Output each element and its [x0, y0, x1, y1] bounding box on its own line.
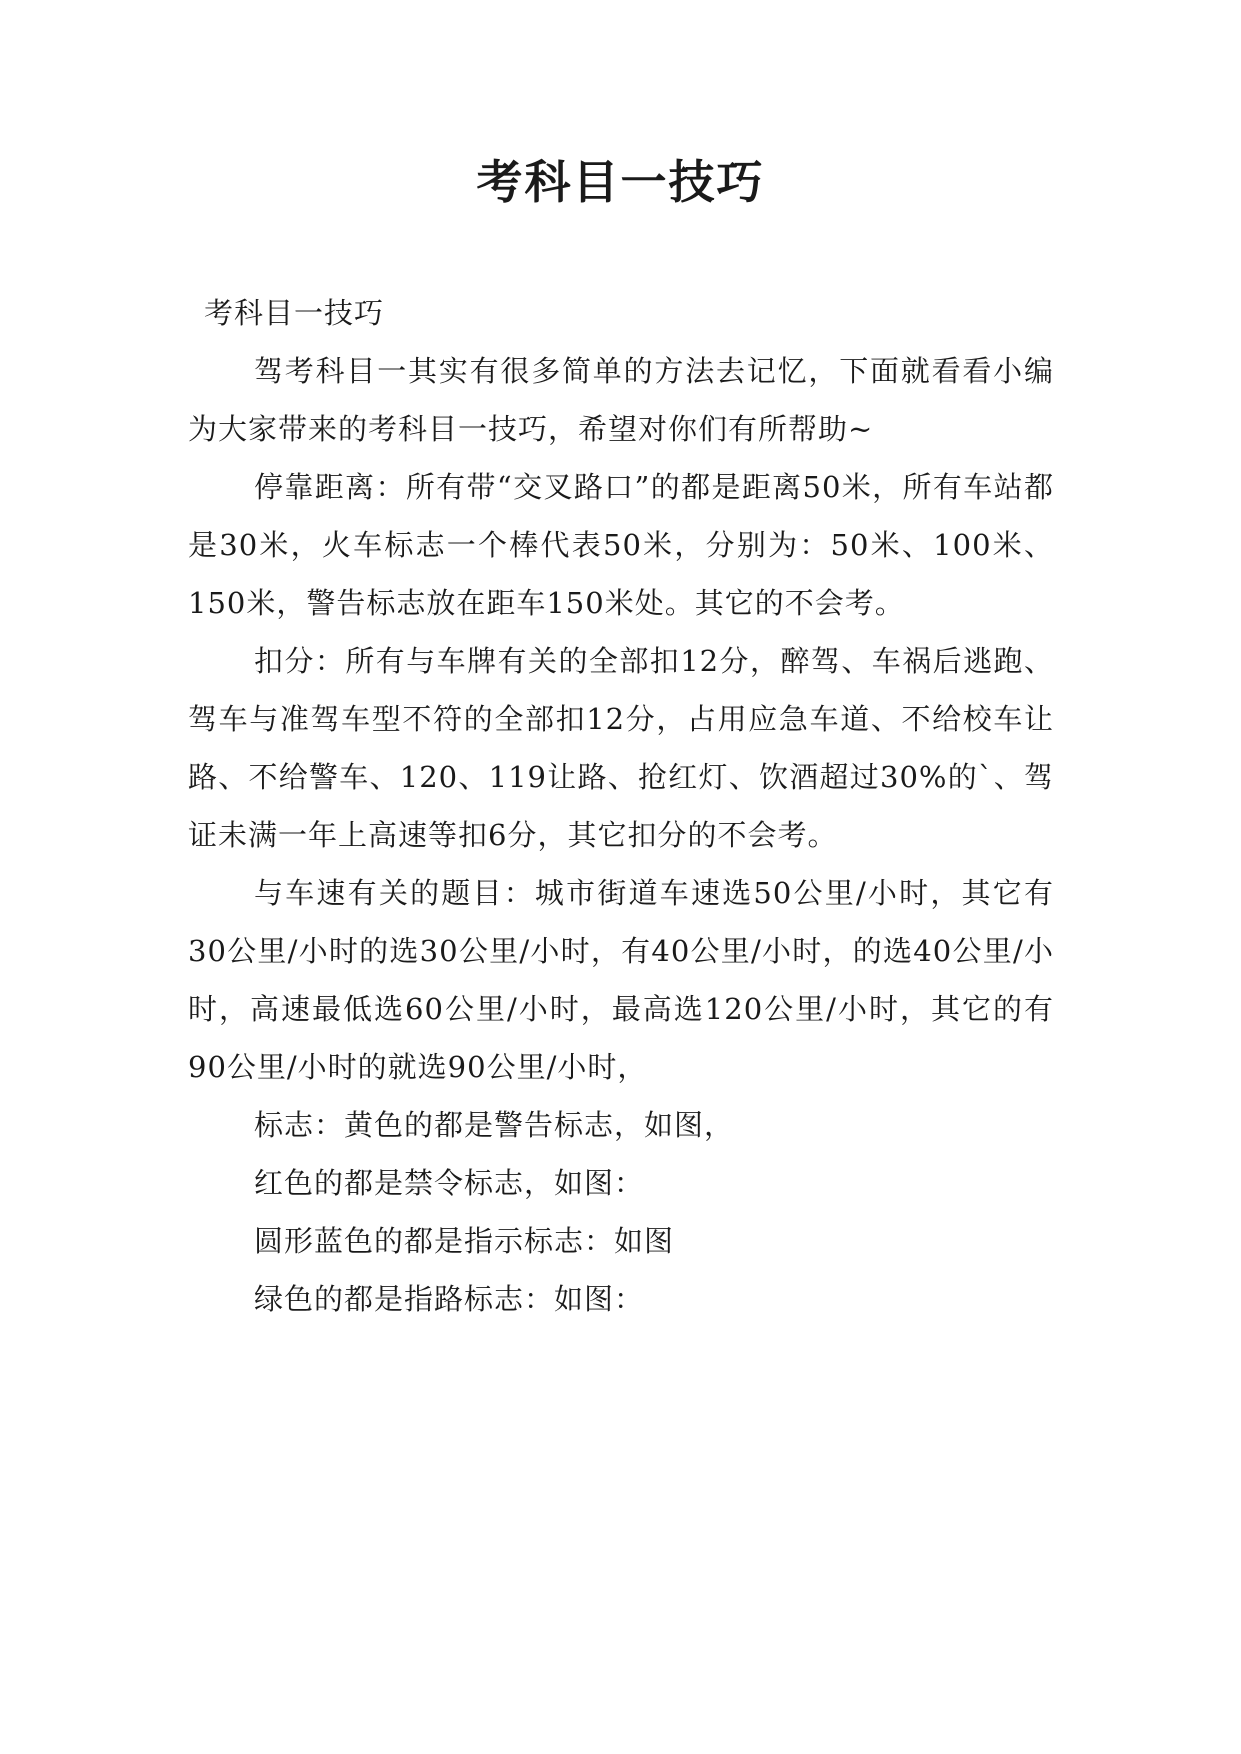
paragraph-speed: 与车速有关的题目：城市街道车速选50公里/小时，其它有30公里/小时的选30公里/小时，有40公里/小时，的选40公里/小时，高速最低选60公里/小时，最高选120公里/小时，其它的有90公里/小时的就选90公里/小时，	[188, 876, 1054, 1084]
document-body	[188, 284, 1054, 1328]
paragraph-deductions: 扣分：所有与车牌有关的全部扣12分，醉驾、车祸后逃跑、驾车与准驾车型不符的全部扣12分，占用应急车道、不给校车让路、不给警车、120、119让路、抢红灯、饮酒超过30%的`、驾证未满一年上高速等扣6分，其它扣分的不会考。	[188, 644, 1054, 852]
paragraph-warning-signs: 标志：黄色的都是警告标志，如图，	[254, 1108, 735, 1142]
paragraph-guide-signs: 绿色的都是指路标志：如图：	[254, 1282, 645, 1316]
document-title: 考科目一技巧	[476, 155, 765, 209]
paragraph-prohibition-signs: 红色的都是禁令标志，如图：	[254, 1166, 645, 1200]
section-heading: 考科目一技巧	[204, 296, 385, 330]
paragraph-instruction-signs: 圆形蓝色的都是指示标志：如图	[254, 1224, 675, 1258]
paragraph-intro: 驾考科目一其实有很多简单的方法去记忆，下面就看看小编为大家带来的考科目一技巧，希望对你们有所帮助~	[188, 354, 1054, 446]
paragraph-stopping-distance: 停靠距离：所有带“交叉路口”的都是距离50米，所有车站都是30米，火车标志一个棒代表50米，分别为：50米、100米、150米，警告标志放在距车150米处。其它的不会考。	[188, 470, 1054, 620]
